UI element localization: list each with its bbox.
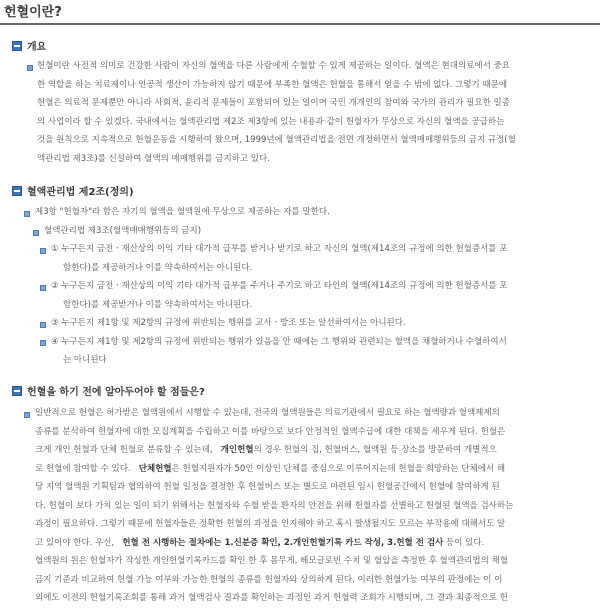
paragraph-line: 과정이 필요하다. 그렇기 때문에 헌혈자들은 정확한 헌혈의 과정을 인지해야 하고 혹시 발생될지도 모르는 부작용에 대해서도 알 — [35, 519, 506, 529]
bullet-icon — [27, 65, 33, 71]
law-sub-line: 함한다)를 제공하거나 이를 약속하여서는 아니된다. — [63, 262, 253, 273]
paragraph-line: 종류를 분석하여 헌혈자에 대한 모집계획을 수립하고 이를 바탕으로 보다 안정적인 혈액수급에 대한 대책을 세우게 된다. 헌혈은 — [35, 426, 506, 437]
law-sub-line: ④ 누구든지 제1항 및 제2항의 규정에 위반되는 행위가 있음을 안 때에는 그 행위와 관련되는 혈액을 채혈하거나 수혈하여서 — [51, 336, 507, 347]
text-run: 은 헌혈지원자가 50인 이상인 단체를 중심으로 이루어지는데 헌혈을 희망하는 단체에서 해 — [171, 463, 506, 474]
paragraph-line: 다. 헌혈이 보다 가치 있는 일이 되기 위해서는 헌혈자와 수혈 받을 환자의 안전을 위해 헌혈자를 선별하고 헌혈된 혈액을 검사하는 — [35, 500, 514, 511]
law-sub-line: ② 누구든지 금전ㆍ재산상의 이익 기타 대가적 급부를 주거나 주기로 하고 타인의 혈액(제14조의 규정에 의한 헌혈증서를 포 — [51, 281, 508, 291]
law-item-definition: 제3항 "헌혈자"라 함은 자기의 혈액을 혈액원에 무상으로 제공하는 자를 말한다. — [35, 207, 330, 217]
section-square-icon — [12, 41, 22, 51]
overview-line: 의 사업이라 할 수 있겠다. 국내에서는 혈액관리법 제2조 제3항에 있는 내용과 같이 헌혈자가 무상으로 자신의 혈액을 공급하는 — [37, 116, 505, 127]
bullet-icon — [24, 412, 30, 418]
law-sub-line: ③ 누구든지 제1항 및 제2항의 규정에 위반되는 행위를 교사ㆍ방조 또는 알선하여서는 아니된다. — [51, 318, 406, 328]
page-title: 헌혈이란? — [4, 5, 62, 20]
paragraph-line: 외에도 이전의 헌혈기록조회를 통해 과거 혈액검사 결과를 확인하는 과정인 과거 헌혈력 조회가 시행되며, 그 결과 최종적으로 헌 — [35, 593, 508, 603]
bullet-icon — [40, 340, 46, 346]
paragraph-line: 일반적으로 헌혈은 허가받은 혈액원에서 시행할 수 있는데, 전국의 혈액원들은 의료기관에서 필요로 하는 혈액량과 혈액제제의 — [35, 408, 500, 418]
law-sub-items — [51, 240, 507, 370]
emphasis-personal: 개인헌혈 — [220, 445, 254, 455]
paragraph-line: 혈액원의 원은 헌혈자가 작성한 개인헌혈기록카드를 확인 한 후 몸무게, 헤모글로빈 수치 및 혈압을 측정한 후 혈액관리법의 채혈 — [35, 556, 508, 566]
section-title-before-donation: 헌혈을 하기 전에 알아두어야 할 점들은? — [27, 387, 205, 398]
text-run: 로 헌혈에 참여할 수 있다. — [35, 463, 131, 474]
section-heading-overview — [12, 38, 46, 53]
overview-line: 헌혈이란 사전적 의미로 건강한 사람이 자신의 혈액을 다른 사람에게 수혈할 수 있게 제공하는 일이다. 혈액은 현대의료에서 중요 — [37, 61, 510, 71]
bullet-icon — [40, 248, 46, 254]
title-divider — [0, 23, 600, 25]
bullet-icon — [24, 211, 30, 217]
paragraph-line — [35, 460, 513, 479]
section-heading-law — [12, 183, 134, 198]
section-square-icon — [12, 186, 22, 196]
emphasis-group: 단체헌혈 — [138, 463, 172, 474]
law-sub-line: ① 누구든지 금전ㆍ재산상의 이익 기타 대가적 급부를 받거나 받기로 하고 자신의 혈액(제14조의 규정에 의한 헌혈증서를 포 — [51, 244, 508, 254]
paragraph-line: 당 지역 혈액원 기획팀과 협의하여 헌혈 일정을 결정한 후 헌혈버스 또는 별도로 마련된 임시 헌혈공간에서 헌혈에 참여하게 된 — [35, 482, 500, 492]
bullet-icon — [40, 285, 46, 291]
section-title-overview: 개요 — [27, 42, 47, 53]
bullet-icon — [33, 230, 39, 236]
overview-line: 헌혈은 의료적 문제뿐만 아니라 사회적, 윤리적 문제들이 포함되어 있는 일이며 국민 개개인의 참여와 국가의 관리가 필요한 일종 — [37, 98, 510, 108]
text-run: 크게 개인 헌혈과 단체 헌혈로 분류할 수 있는데, — [35, 445, 213, 455]
overview-line: 액관리법 제3조)를 신설하여 혈액의 매매행위를 금지하고 있다. — [37, 153, 270, 164]
overview-line: 한 역할을 하는 치료제이나 인공적 생산이 가능하지 않기 때문에 부족한 혈액은 헌혈을 통해서 얻을 수 밖에 없다. 그렇기 때문에 — [37, 79, 508, 90]
paragraph-line: 금지 기준과 비교하여 헌혈 가능 여부와 가능한 헌혈의 종류를 헌혈자와 상의하게 된다. 이러한 헌혈가능 여부의 판정에는 이 이 — [35, 574, 503, 585]
text-run: 등이 있다. — [446, 537, 485, 548]
text-run: 의 경우 헌혈의 집, 헌혈버스, 혈액원 등 장소를 방문하여 개별적으 — [253, 445, 497, 455]
before-paragraph — [35, 404, 513, 608]
overview-line: 것을 원칙으로 지속적으로 헌혈운동을 시행하여 왔으며, 1999년에 혈액관리법을 전면 개정하면서 혈액매매행위등의 금지 규정(혈 — [37, 135, 516, 145]
section-heading-before-donation — [12, 383, 205, 398]
text-run: 고 있어야 한다. 우선, — [35, 537, 115, 548]
overview-paragraph — [37, 57, 516, 168]
bullet-icon — [40, 322, 46, 328]
section-square-icon — [12, 386, 22, 396]
paragraph-line — [35, 534, 513, 553]
law-sub-line: 함한다)를 제공받거나 이를 약속하여서는 아니된다. — [63, 299, 253, 310]
section-title-law: 혈액관리법 제2조(정의) — [27, 187, 134, 198]
law-item-article3: 혈액관리법 제3조(혈액매매행위등의 금지) — [44, 226, 202, 236]
emphasis-procedure: 헌혈 전 시행하는 절차에는 1.신분증 확인, 2.개인헌혈기록 카드 작성, 3.헌혈 전 검사 — [122, 537, 444, 548]
law-sub-line: 는 아니된다 — [63, 355, 107, 365]
paragraph-line — [35, 441, 513, 460]
